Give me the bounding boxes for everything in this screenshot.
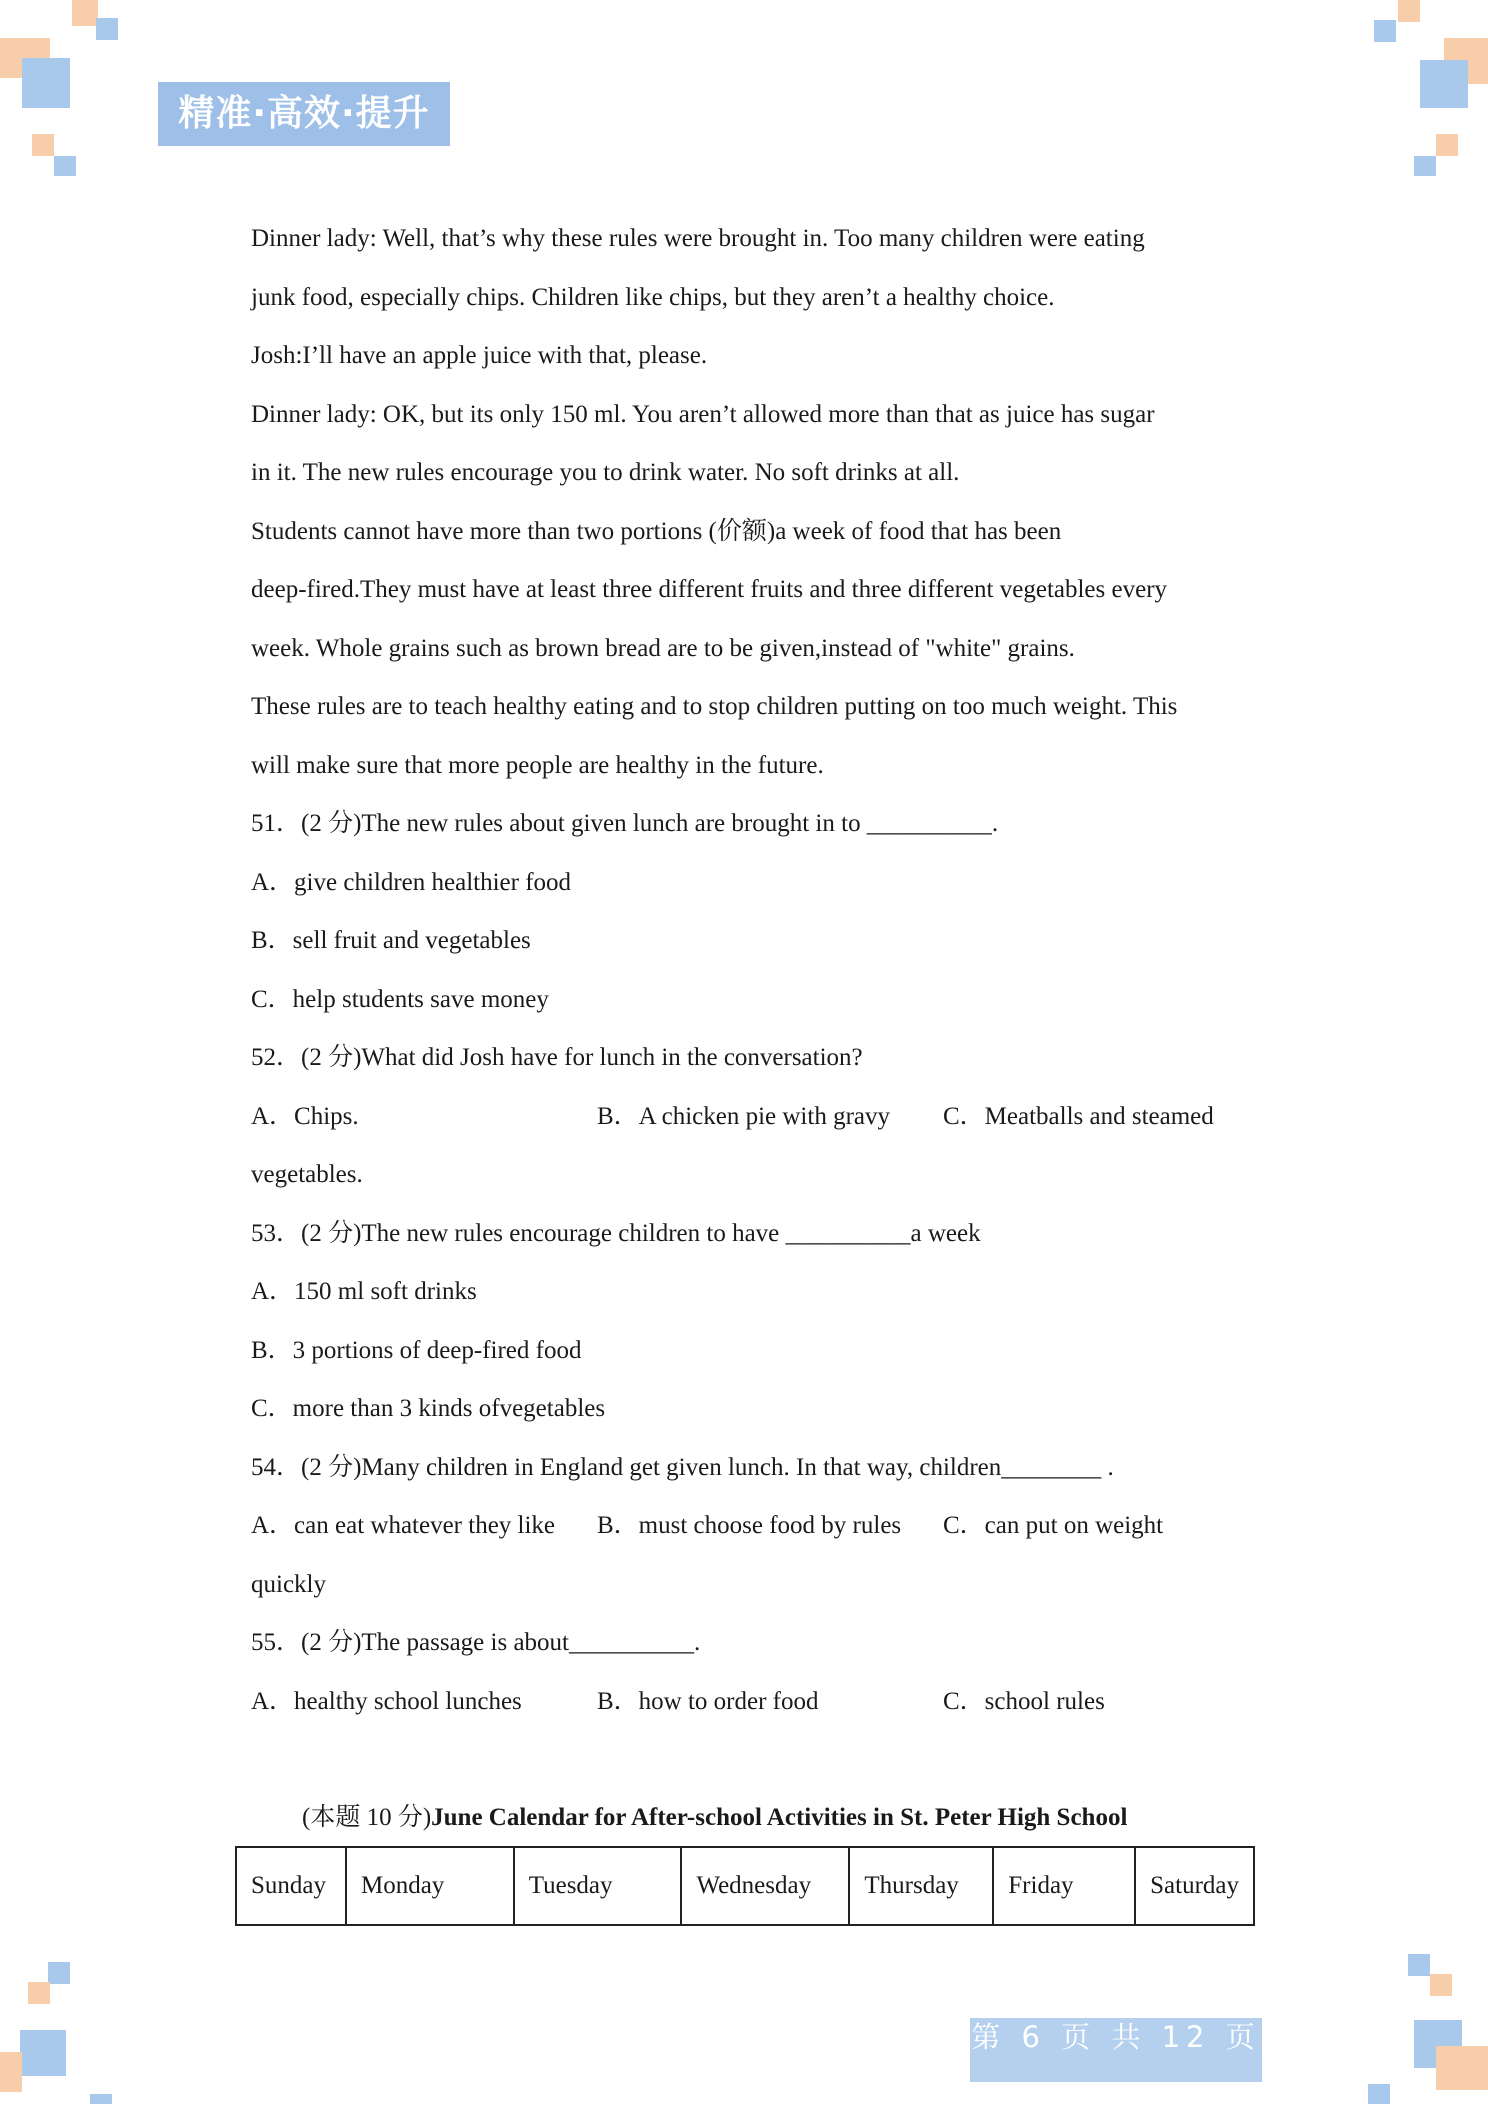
passage-line: Dinner lady: Well, that’s why these rules were brought in. Too many children were eating (251, 225, 1145, 252)
question-stem: 52．(2 分)What did Josh have for lunch in the conversation? (251, 1044, 863, 1071)
passage-line: in it. The new rules encourage you to drink water. No soft drinks at all. (251, 459, 960, 486)
calendar-table (235, 1846, 1255, 1926)
option-c: C．school rules (943, 1687, 1105, 1715)
option-b: B．3 portions of deep-fired food (251, 1336, 582, 1364)
option-b: B．sell fruit and vegetables (251, 927, 531, 954)
option-c: C．Meatballs and steamed (943, 1102, 1214, 1130)
passage-line: Students cannot have more than two portions (价额)a week of food that has been (251, 517, 1062, 545)
question-stem: 51．(2 分)The new rules about given lunch are brought in to __________. (251, 810, 999, 837)
option-c: C．more than 3 kinds ofvegetables (251, 1395, 606, 1422)
option-a: A．healthy school lunches (251, 1687, 522, 1715)
option-b: B．must choose food by rules (597, 1512, 902, 1539)
passage-line: deep-fired.They must have at least three different fruits and three different vegetables every (251, 576, 1168, 603)
day-cell-wednesday: Wednesday (681, 1847, 849, 1925)
calendar-score-prefix: (本题 10 分) (302, 1804, 432, 1831)
option-a: A．can eat whatever they like (251, 1512, 556, 1539)
question-53 (251, 1205, 1251, 1439)
option-a: A．150 ml soft drinks (251, 1278, 477, 1305)
brand-banner: 精准·高效·提升 (158, 82, 450, 146)
question-54 (251, 1439, 1251, 1615)
option-a: A．give children healthier food (251, 868, 572, 896)
option-row (251, 1497, 1251, 1556)
passage-line: These rules are to teach healthy eating and to stop children putting on too much weight. This (251, 693, 1178, 720)
question-55 (251, 1614, 1251, 1731)
question-stem: 54．(2 分)Many children in England get given lunch. In that way, children________ . (251, 1453, 1114, 1481)
question-stem: 53．(2 分)The new rules encourage children to have __________a week (251, 1219, 981, 1247)
option-b: B．A chicken pie with gravy (597, 1102, 890, 1130)
option-b: B．how to order food (597, 1687, 819, 1715)
option-row (251, 1673, 1251, 1732)
day-cell-thursday: Thursday (849, 1847, 993, 1925)
document-body (251, 210, 1251, 1731)
passage-line: week. Whole grains such as brown bread are to be given,instead of "white" grains. (251, 634, 1075, 662)
page-number: 第 6 页 共 12 页 (970, 2018, 1262, 2082)
calendar-title (302, 1789, 1127, 1847)
passage-line: Josh:I’ll have an apple juice with that, please. (251, 342, 708, 369)
option-c-continued: vegetables. (251, 1161, 363, 1188)
question-stem: 55．(2 分)The passage is about__________. (251, 1629, 701, 1656)
question-52 (251, 1029, 1251, 1205)
calendar-heading: June Calendar for After-school Activities in St. Peter High School (431, 1804, 1128, 1831)
day-cell-tuesday: Tuesday (514, 1847, 682, 1925)
passage-line: will make sure that more people are healthy in the future. (251, 751, 824, 779)
question-51 (251, 795, 1251, 1029)
option-c-continued: quickly (251, 1570, 326, 1598)
calendar-header-row (236, 1847, 1254, 1925)
day-cell-monday: Monday (346, 1847, 514, 1925)
reading-passage (251, 210, 1251, 795)
day-cell-friday: Friday (993, 1847, 1135, 1925)
passage-line: Dinner lady: OK, but its only 150 ml. You aren’t allowed more than that as juice has sugar (251, 400, 1155, 428)
option-c: C．can put on weight (943, 1512, 1164, 1539)
passage-line: junk food, especially chips. Children like chips, but they aren’t a healthy choice. (251, 283, 1055, 311)
option-a: A．Chips. (251, 1102, 359, 1130)
option-row (251, 1088, 1251, 1147)
option-c: C．help students save money (251, 985, 549, 1013)
day-cell-saturday: Saturday (1135, 1847, 1254, 1925)
day-cell-sunday: Sunday (236, 1847, 346, 1925)
